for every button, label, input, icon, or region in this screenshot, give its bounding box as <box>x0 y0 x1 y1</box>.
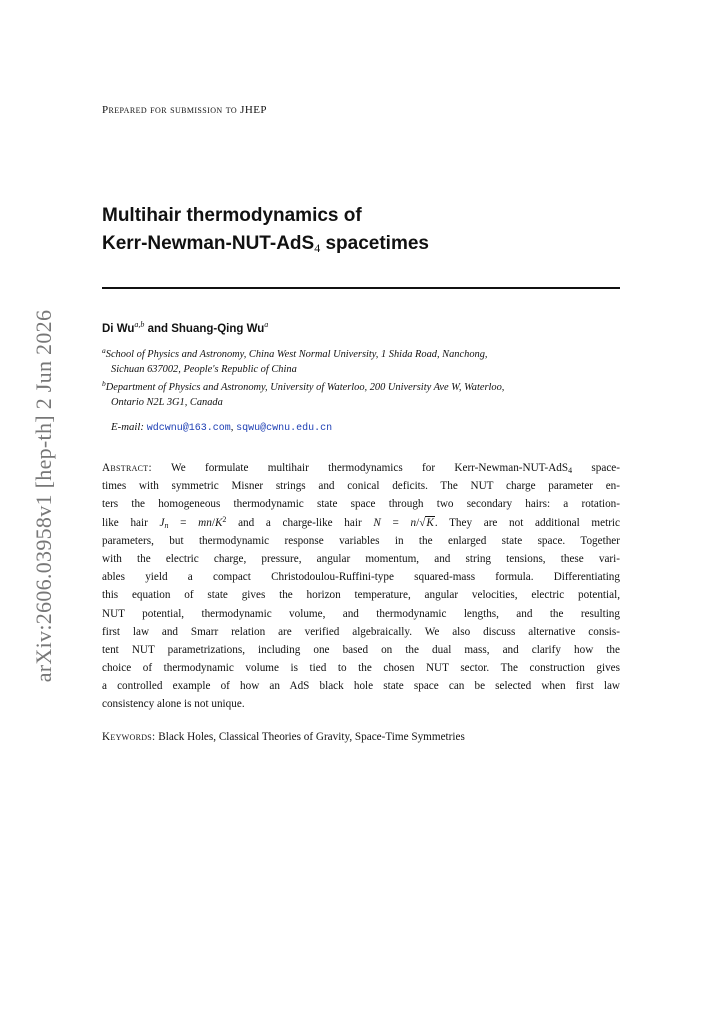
title-divider <box>102 287 620 289</box>
abstract-line: choice of thermodynamic volume is tied to the chosen NUT sector. The construction gives <box>102 662 620 675</box>
keywords <box>102 731 465 743</box>
math-radicand: K <box>426 516 434 529</box>
abstract-heading: Abstract: <box>102 462 152 474</box>
math-operator: / <box>416 516 420 529</box>
email-link-2[interactable]: sqwu@cwnu.edu.cn <box>236 423 333 434</box>
abstract-text: like hair <box>102 516 160 529</box>
math-subscript: n <box>164 520 169 530</box>
affiliation-b-line-2: Ontario N2L 3G1, Canada <box>111 397 223 408</box>
author-2-name: Shuang-Qing Wu <box>171 323 265 335</box>
keywords-text: Black Holes, Classical Theories of Gravity, Space-Time Symmetries <box>155 731 465 743</box>
paper-title <box>102 202 622 258</box>
math-radical: √ <box>419 516 426 529</box>
abstract-line: tent NUT parametrizations, including one based on the dual mass, and clarify how the <box>102 643 620 656</box>
title-line-2-suffix: spacetimes <box>320 233 429 254</box>
math-operator: = <box>168 516 199 529</box>
abstract-text: We formulate multihair thermodynamics for Kerr-Newman-NUT-AdS <box>151 462 569 474</box>
affiliation-b-line-1: Department of Physics and Astronomy, University of Waterloo, 200 University Ave W, Waterloo, <box>105 382 505 393</box>
math-symbol: mn <box>198 516 212 529</box>
author-joiner: and <box>144 323 172 335</box>
abstract-line: ables yield a compact Christodoulou-Ruffini-type squared-mass formula. Differentiating <box>102 571 620 584</box>
math-operator: = <box>380 516 411 529</box>
author-1-affiliation-marks: a,b <box>134 320 145 329</box>
affiliation-b <box>102 380 622 410</box>
math-symbol: N <box>373 516 381 529</box>
title-subscript: 4 <box>314 241 321 255</box>
abstract-text: and a charge-like hair <box>226 516 374 529</box>
email-label: E-mail: <box>111 421 144 433</box>
abstract-line: ters the homogeneous thermodynamic state space through two secondary hairs: a rotation- <box>102 498 620 511</box>
abstract-line: first law and Smarr relation are verified algebraically. We also discuss alternative consis- <box>102 625 620 638</box>
author-1-name: Di Wu <box>102 323 135 335</box>
math-symbol: K <box>214 516 223 529</box>
abstract <box>102 459 620 714</box>
title-line-2-prefix: Kerr-Newman-NUT-AdS <box>102 233 315 254</box>
abstract-line: consistency alone is not unique. <box>102 698 245 711</box>
abstract-line: with the electric charge, pressure, angular momentum, and string tensions, these vari- <box>102 552 620 565</box>
abstract-line: a controlled example of how an AdS black hole state space can be selected when first law <box>102 680 620 693</box>
abstract-line <box>102 459 620 477</box>
abstract-text: . They are not additional metric <box>434 516 621 529</box>
author-list <box>102 320 269 335</box>
affiliation-a-line-1: School of Physics and Astronomy, China West Normal University, 1 Shida Road, Nanchong, <box>105 349 488 360</box>
title-line-1: Multihair thermodynamics of <box>102 205 362 226</box>
math-superscript: 2 <box>222 514 227 524</box>
abstract-line <box>102 514 620 532</box>
affiliation-a-line-2: Sichuan 637002, People's Republic of China <box>111 364 297 375</box>
abstract-line: parameters, but thermodynamic response variables in the enlarged state space. Together <box>102 534 620 547</box>
abstract-subscript: 4 <box>568 466 573 475</box>
keywords-heading: Keywords: <box>102 731 156 743</box>
email-separator: , <box>230 421 237 433</box>
author-2-affiliation-marks: a <box>264 320 269 329</box>
abstract-text: space- <box>572 462 620 474</box>
submission-note: Prepared for submission to JHEP <box>102 104 267 116</box>
arxiv-identifier-text: arXiv:2606.03958v1 [hep-th] 2 Jun 2026 <box>31 309 56 683</box>
email-link-1[interactable]: wdcwnu@163.com <box>146 423 231 434</box>
affiliation-a-mark: a <box>102 346 106 355</box>
math-operator: / <box>211 516 215 529</box>
abstract-line: this equation of state gives the horizon temperature, angular velocities, electric potential, <box>102 589 620 602</box>
affiliation-b-mark: b <box>102 379 106 388</box>
affiliation-a <box>102 347 622 377</box>
abstract-line: times with symmetric Misner strings and conical deficits. The NUT charge parameter en- <box>102 480 620 493</box>
title-line-2 <box>102 230 622 258</box>
math-symbol: n <box>410 516 417 529</box>
abstract-line: NUT potential, thermodynamic volume, and thermodynamic lengths, and the resulting <box>102 607 620 620</box>
math-symbol: J <box>159 516 165 529</box>
contact-email <box>111 421 332 434</box>
